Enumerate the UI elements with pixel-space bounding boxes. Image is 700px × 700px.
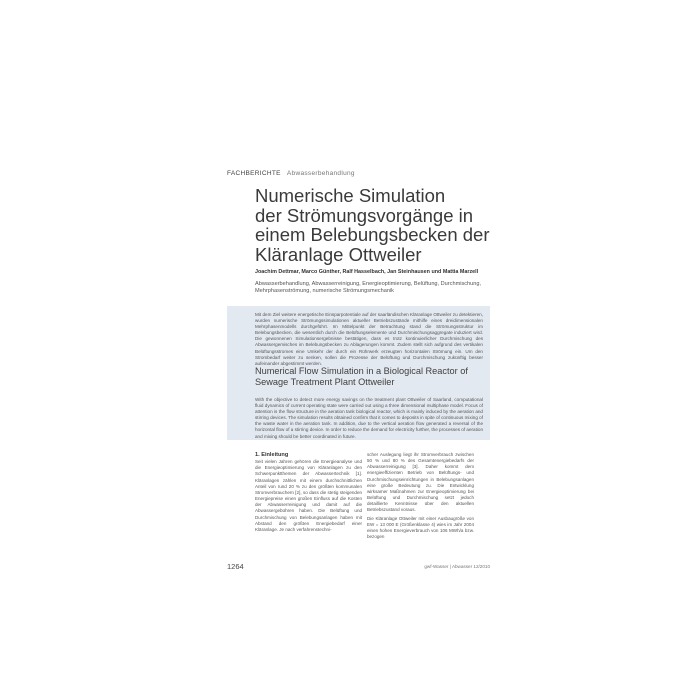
section-kicker: FACHBERICHTE xyxy=(227,170,281,177)
body-column-left xyxy=(255,452,362,535)
abstract-german: Mit dem Ziel weitere energetische Einsparpotentiale auf der saarländischen Kläranlage Ottweiler zu detektieren, wurden numerische Strömungssimulationen aktueller Betriebszustände mithilfe eines dreidimensionalen Mehrphasenmodells durchgeführt. Im Mittelpunkt der Betrachtung stand die Strömungsstruktur im Belebungsbecken, die wesentlich durch die Belüftungselemente und Durchmischungsaggregate induziert wird. Die gewonnenen Simulationsergebnisse bestätigen, dass es trotz kontinuierlicher Durchmischung des Abwassergemisches im Belebungsbecken zu Ablagerungen kommt. Zudem stellt sich aufgrund des vertikalen Belüftungsstromes eine Umkehr der durch ein Rührwerk erzeugten horizontalen Strömung ein. Um den Strombedarf weiter zu senken, sollen die Prozesse der Belüftung und Durchmischung zukünftig besser aufeinander abgestimmt werden. xyxy=(255,312,483,366)
title-line: der Strömungsvorgänge in xyxy=(255,204,474,226)
section-subcategory: Abwasserbehandlung xyxy=(286,170,355,177)
article-title xyxy=(255,186,495,264)
keyword-list: Abwasserbehandlung, Abwasserreinigung, Energieoptimierung, Belüftung, Durchmischung, Mehrphasenströmung, numerische Strömungsmechanik xyxy=(255,281,482,295)
page-number: 1264 xyxy=(227,562,244,571)
section-header xyxy=(227,170,477,177)
body-paragraph: Seit vielen Jahren gehören die Energieanalyse und die Energieoptimierung von Kläranlagen zu den Schwerpunktthemen der Abwassertechnik [1]. Kläranlagen zählen mit einem durchschnittlichen Anteil von rund 20 % zu den größten kommunalen Stromverbrauchern [2], so dass die stetig steigenden Energiepreise einen großen Einfluss auf die Kosten der Abwasserreinigung und damit auf die Abwassergebühren haben. Die Belüftung und Durchmischung von Belebungsanlagen haben mit Abstand den größten Energiebedarf einer Kläranlage. Je nach verfahrenstechni- xyxy=(255,459,362,532)
body-paragraph: Die Kläranlage Ottweiler mit einer Ausbaugröße von EW = 13 000 E (Größenklasse 4) wies im Jahr 2004 einen hohen Energieverbrauch von 106 MWh/a bzw. bezogen xyxy=(367,515,474,540)
author-list: Joachim Dettmar, Marco Günther, Ralf Hasselbach, Jan Steinhausen und Mattia Marzell xyxy=(255,269,479,275)
title-line: Numerische Simulation xyxy=(255,185,446,206)
section-heading: 1. Einleitung xyxy=(255,452,289,458)
abstract-english-title: Numerical Flow Simulation in a Biological Reactor of Sewage Treatment Plant Ottweiler xyxy=(255,366,468,387)
title-line: einem Belebungsbecken der xyxy=(255,224,490,245)
title-line: Kläranlage Ottweiler xyxy=(255,243,422,265)
body-column-right xyxy=(367,452,474,542)
journal-footer: gwf-Wasser | Abwasser 12/2010 xyxy=(424,564,490,569)
body-paragraph: scher Auslegung liegt ihr Stromverbrauch zwischen 50 % und 80 % des Gesamtenergiebedarfs der Abwasserreinigung [3]. Daher kommt dem energieeffizienten Betrieb von Belüftungs- und Durchmischungseinrichtungen in Belebungsanlagen eine große Bedeutung zu. Die Entwicklung wirksamer Maßnahmen zur Energieoptimierung bei Belüftung und Durchmischung setzt jedoch detaillierte Kenntnisse über den aktuellen Betriebszustand voraus. xyxy=(367,452,474,513)
abstract-english: With the objective to detect more energy savings on the treatment plant Ottweiler of Saarland, computational fluid dynamics of current operating state were carried out using a three dimensional multiphase model. Focus of attention is the flow structure in the aeration tank biological reactor, which is mainly induced by the aeration and stirring devices. The simulation results obtained confirm that it comes to deposits in spite of continuous mixing of the waste water in the aeration tank. In addition, due to the vertical aeration flow generated a reversal of the horizontal flow of a stirring device. In order to reduce the demand for electricity further, the processes of aeration and mixing should be better coordinated in future. xyxy=(255,397,483,439)
